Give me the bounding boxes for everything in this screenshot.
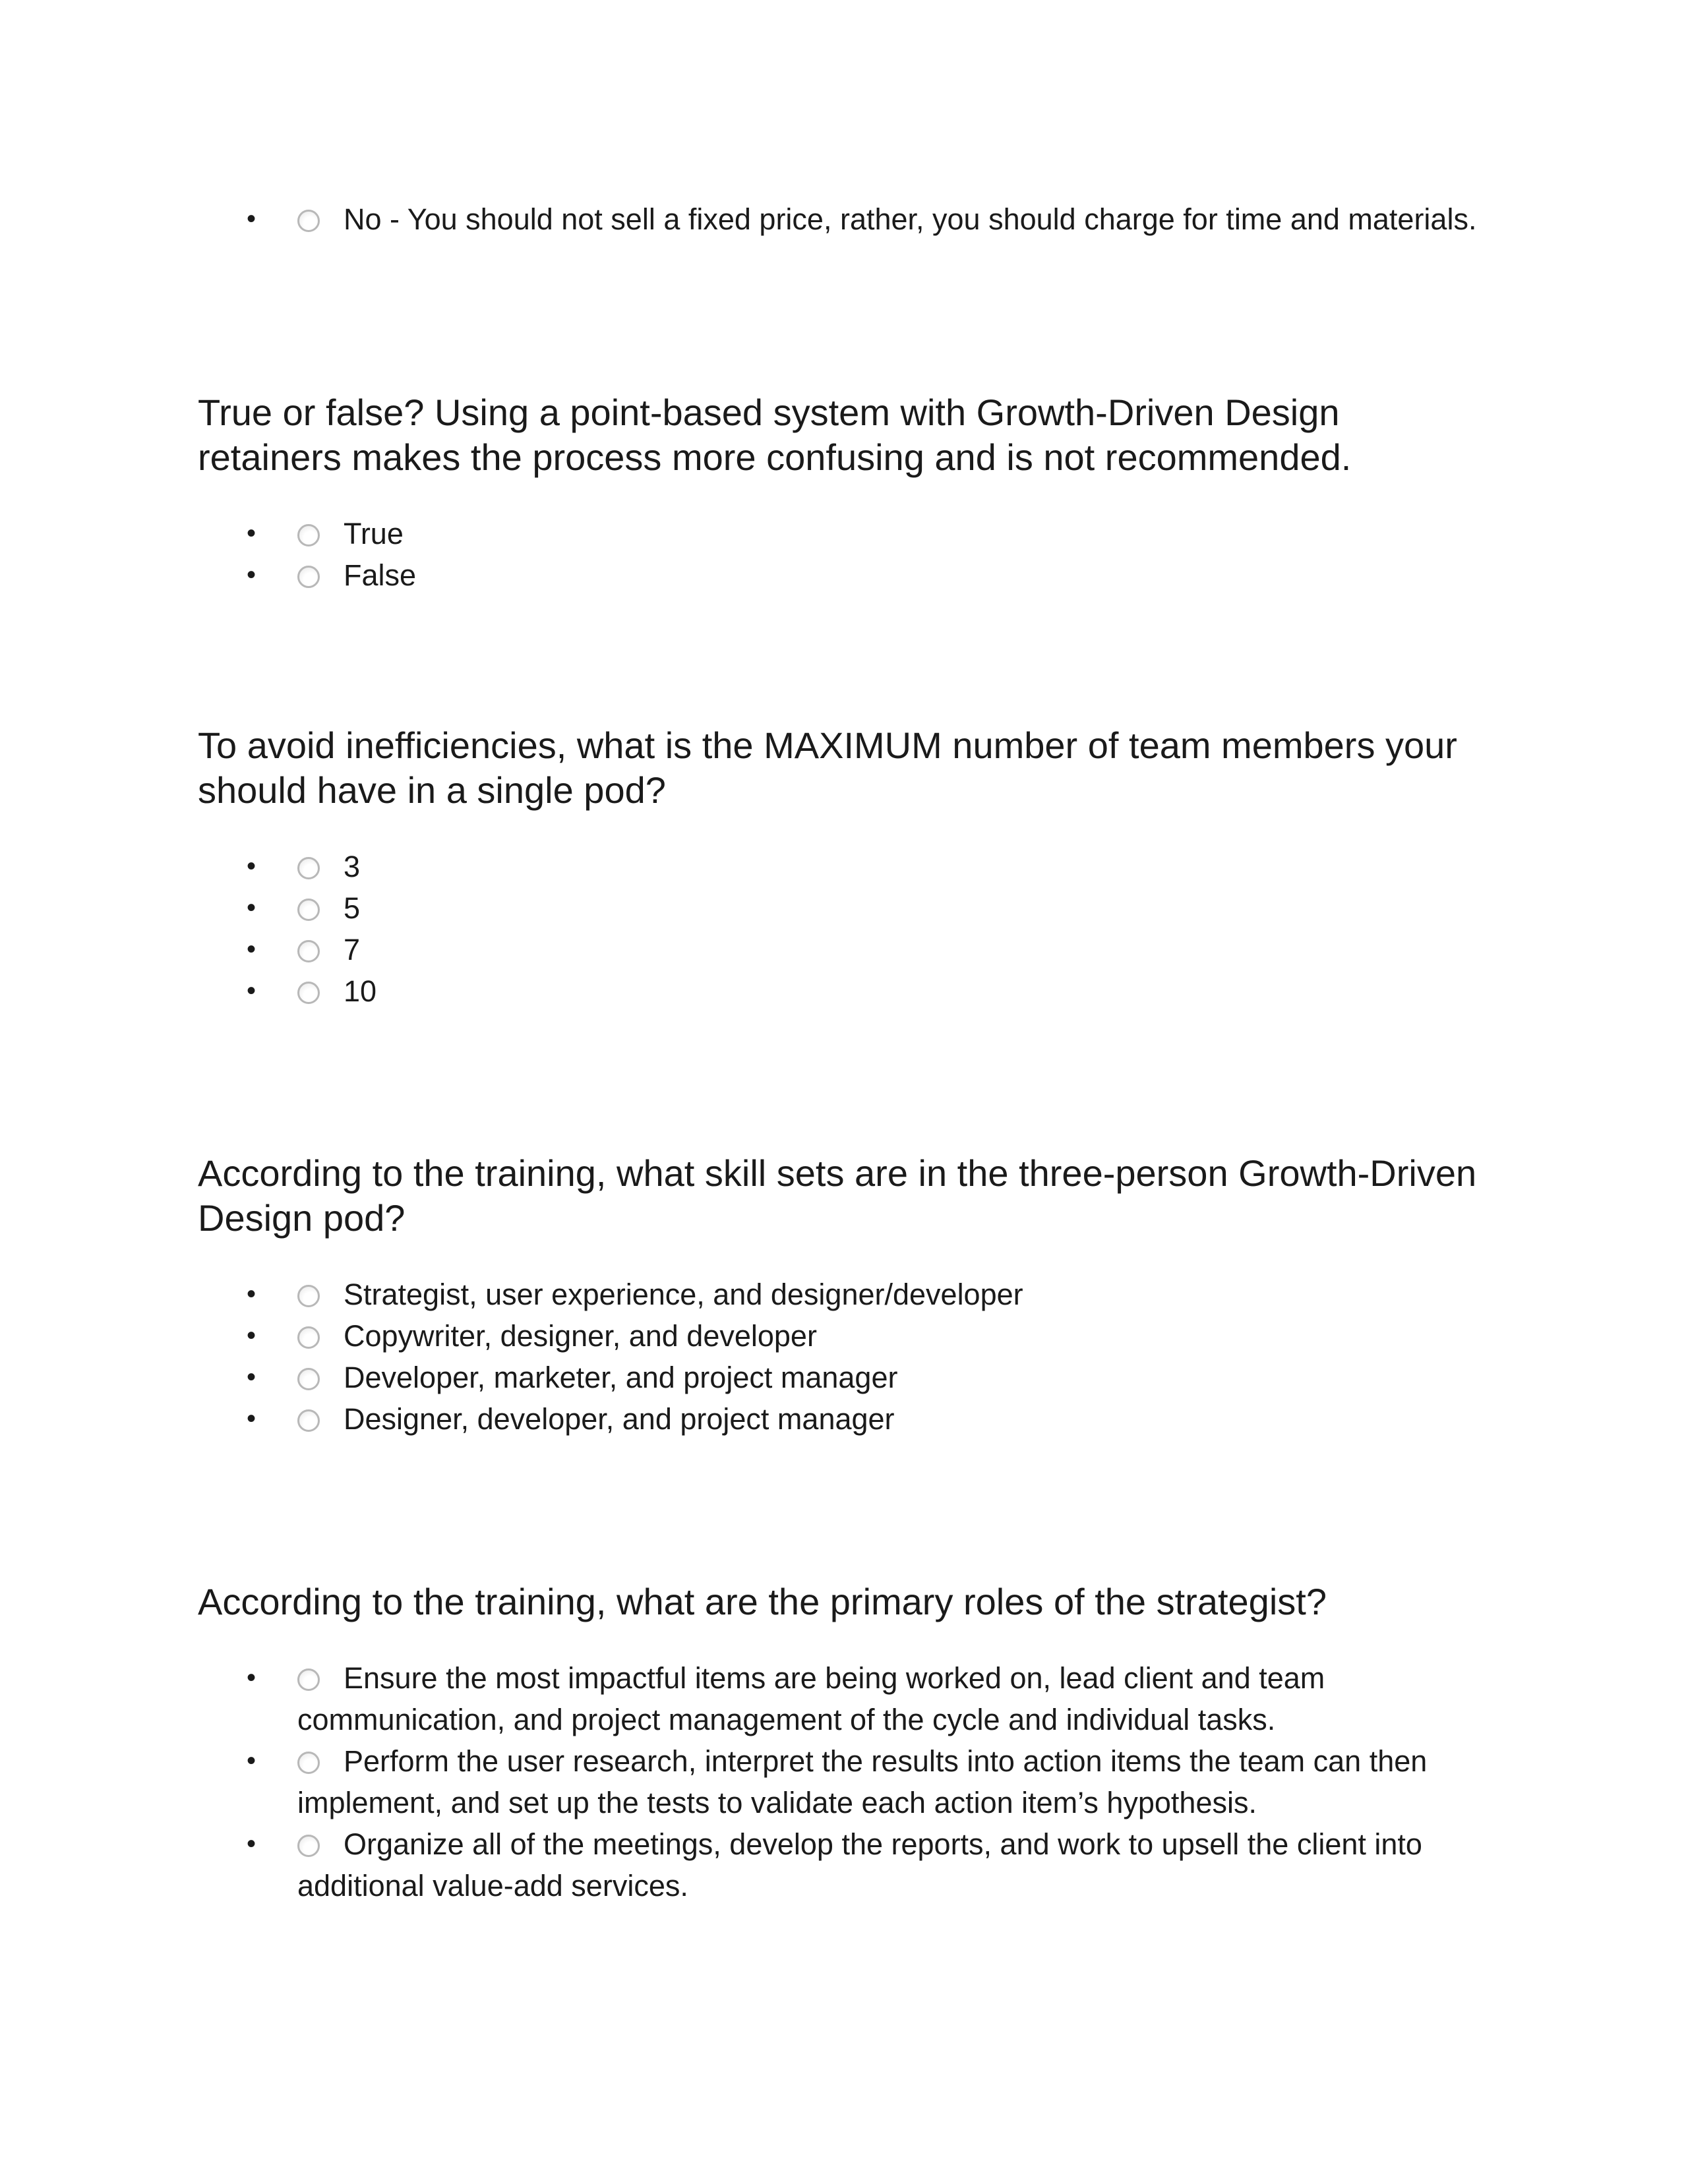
- bullet: •: [247, 976, 256, 1005]
- radio-button[interactable]: [297, 1752, 320, 1774]
- radio-button[interactable]: [297, 524, 320, 546]
- radio-button[interactable]: [297, 982, 320, 1004]
- option-list: [198, 513, 1490, 596]
- option-label: False: [344, 558, 417, 592]
- option-label: 7: [344, 933, 361, 966]
- bullet: •: [247, 852, 256, 881]
- question-text: True or false? Using a point-based system with Growth-Driven Design retainers makes the process more confusing and is not recommended.: [198, 392, 1352, 478]
- option-item: [198, 1398, 1490, 1440]
- bullet: •: [247, 1363, 256, 1392]
- option-item: [198, 846, 1490, 887]
- option-label: Ensure the most impactful items are being worked on, lead client and team communication, and project management of the cycle and individual tasks.: [297, 1661, 1325, 1736]
- option-item: [198, 554, 1490, 596]
- bullet: •: [247, 893, 256, 922]
- bullet: •: [247, 935, 256, 964]
- option-item: [198, 1823, 1490, 1906]
- option-item: [198, 1315, 1490, 1357]
- radio-button[interactable]: [297, 899, 320, 921]
- option-label: True: [344, 517, 404, 550]
- bullet: •: [247, 1321, 256, 1350]
- bullet: •: [247, 560, 256, 589]
- question-block-2: [198, 723, 1490, 1012]
- radio-button[interactable]: [297, 210, 320, 232]
- option-label: Designer, developer, and project manager: [344, 1402, 895, 1436]
- radio-button[interactable]: [297, 1835, 320, 1857]
- radio-button[interactable]: [297, 940, 320, 962]
- radio-button[interactable]: [297, 1285, 320, 1307]
- option-list: [198, 198, 1490, 240]
- bullet: •: [247, 1829, 256, 1858]
- option-item: [198, 970, 1490, 1012]
- option-list: [198, 1274, 1490, 1440]
- bullet: •: [247, 204, 256, 233]
- option-label: Copywriter, designer, and developer: [344, 1319, 817, 1353]
- radio-button[interactable]: [297, 1409, 320, 1432]
- radio-button[interactable]: [297, 857, 320, 879]
- option-item: [198, 929, 1490, 970]
- bullet: •: [247, 1280, 256, 1309]
- question-block-3: [198, 1151, 1490, 1440]
- question-text: According to the training, what are the primary roles of the strategist?: [198, 1581, 1327, 1622]
- option-label: Strategist, user experience, and designer/developer: [344, 1278, 1023, 1311]
- option-label: 10: [344, 974, 377, 1008]
- question-text: To avoid inefficiencies, what is the MAXIMUM number of team members your should have in a single pod?: [198, 724, 1457, 811]
- option-item: [198, 887, 1490, 929]
- option-label: Perform the user research, interpret the results into action items the team can then implement, and set up the tests to validate each action item’s hypothesis.: [297, 1744, 1428, 1819]
- option-list: [198, 1657, 1490, 1906]
- option-item: [198, 198, 1490, 240]
- radio-button[interactable]: [297, 1368, 320, 1390]
- radio-button[interactable]: [297, 566, 320, 588]
- radio-button[interactable]: [297, 1668, 320, 1691]
- bullet: •: [247, 1663, 256, 1692]
- option-item: [198, 1357, 1490, 1398]
- bullet: •: [247, 519, 256, 548]
- question-text: According to the training, what skill sets are in the three-person Growth-Driven Design pod?: [198, 1152, 1477, 1239]
- option-item: [198, 1274, 1490, 1315]
- option-item: [198, 513, 1490, 554]
- radio-button[interactable]: [297, 1326, 320, 1349]
- option-label: Organize all of the meetings, develop the reports, and work to upsell the client into additional value-add services.: [297, 1827, 1422, 1903]
- option-label: No - You should not sell a fixed price, rather, you should charge for time and materials.: [344, 202, 1477, 236]
- option-item: [198, 1740, 1490, 1823]
- bullet: •: [247, 1746, 256, 1775]
- question-block-1: [198, 390, 1490, 596]
- option-label: 3: [344, 850, 361, 883]
- option-list: [198, 846, 1490, 1012]
- bullet: •: [247, 1404, 256, 1433]
- option-label: 5: [344, 891, 361, 925]
- option-label: Developer, marketer, and project manager: [344, 1361, 898, 1394]
- question-block-0: [198, 198, 1490, 240]
- option-item: [198, 1657, 1490, 1740]
- question-block-4: [198, 1579, 1490, 1906]
